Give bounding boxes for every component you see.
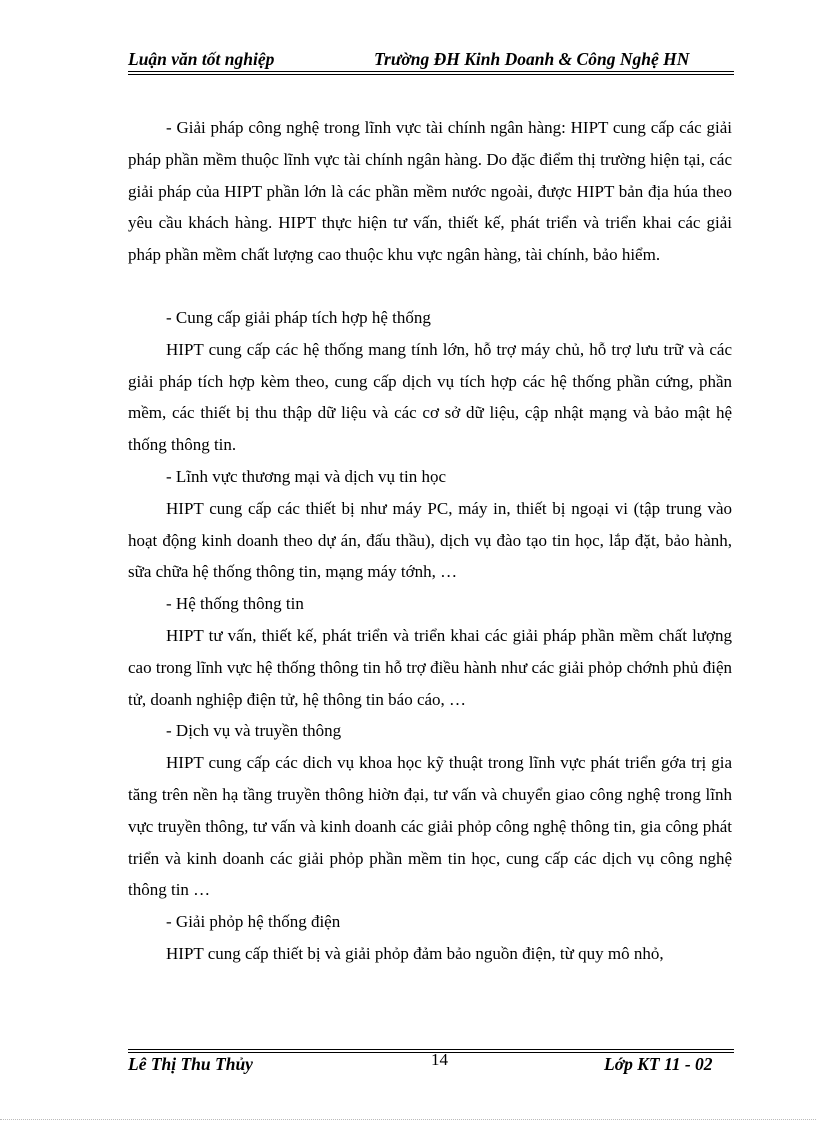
header-thesis-title: Luận văn tốt nghiệp — [128, 49, 275, 69]
page-bottom-border — [0, 1119, 816, 1120]
heading-communications: - Dịch vụ và truyền thông — [166, 721, 342, 741]
heading-trade-it-services: - Lĩnh vực thương mại và dịch vụ tin học — [166, 466, 447, 486]
paragraph-power-systems: HIPT cung cấp thiết bị và giải phỏp đảm bảo nguồn điện, từ quy mô nhỏ, — [166, 943, 664, 963]
header-rule-thick — [128, 71, 734, 72]
paragraph-information-systems: HIPT tư vấn, thiết kế, phát triển và triển khai các giải pháp phần mềm chất lượng cao trong lĩnh vực hệ thống thông tin hỗ trợ điều hành như các giải phỏp chớnh phủ điện tử, doanh nghiệp điện tử, hệ thông tin báo cáo, … — [128, 625, 732, 709]
page-number: 14 — [431, 1050, 448, 1069]
document-body — [128, 112, 732, 970]
header-university: Trường ĐH Kinh Doanh & Công Nghệ HN — [374, 49, 690, 69]
heading-system-integration: - Cung cấp giải pháp tích hợp hệ thống — [166, 307, 431, 327]
heading-power-systems: - Giải phỏp hệ thống điện — [166, 912, 341, 932]
paragraph-trade-it-services: HIPT cung cấp các thiết bị như máy PC, máy in, thiết bị ngoại vi (tập trung vào hoạt động kinh doanh theo dự án, đấu thầu), dịch vụ đào tạo tin học, lắp đặt, bảo hành, sữa chữa hệ thống thông tin, mạng máy tớnh, … — [128, 498, 732, 582]
page-header — [128, 46, 732, 74]
footer-author: Lê Thị Thu Thủy — [128, 1054, 253, 1074]
paragraph-communications: HIPT cung cấp các dich vụ khoa học kỹ thuật trong lĩnh vực phát triển gớa trị gia tăng trên nền hạ tầng truyền thông hiờn đại, tư vấn và chuyển giao công nghệ trong lĩnh vực truyền thông, tư vấn và kinh doanh các giải phỏp công nghệ thông tin, gia công phát triển và kinh doanh các giải phỏp phần mềm tin học, cung cấp các dịch vụ công nghệ thông tin … — [128, 753, 732, 900]
paragraph-finance-solutions: - Giải pháp công nghệ trong lĩnh vực tài chính ngân hàng: HIPT cung cấp các giải pháp phần mềm thuộc lĩnh vực tài chính ngân hàng. Do đặc điểm thị trường hiện tại, các giải pháp của HIPT phần lớn là các phần mềm nước ngoài, được HIPT bản địa húa theo yêu cầu khách hàng. HIPT thực hiện tư vấn, thiết kế, phát triển và triển khai các giải pháp phần mềm chất lượng cao thuộc khu vực ngân hàng, tài chính, bảo hiểm. — [128, 118, 732, 265]
footer-class: Lớp KT 11 - 02 — [604, 1054, 713, 1074]
heading-information-systems: - Hệ thống thông tin — [166, 594, 304, 614]
header-rule-thin — [128, 74, 734, 75]
paragraph-gap — [128, 271, 732, 302]
paragraph-system-integration: HIPT cung cấp các hệ thống mang tính lớn, hỗ trợ máy chủ, hỗ trợ lưu trữ và các giải pháp tích hợp kèm theo, cung cấp dịch vụ tích hợp các hệ thống phần cứng, phần mềm, các thiết bị thu thập dữ liệu và các cơ sở dữ liệu, cập nhật mạng và bảo mật hệ thống thông tin. — [128, 339, 732, 455]
